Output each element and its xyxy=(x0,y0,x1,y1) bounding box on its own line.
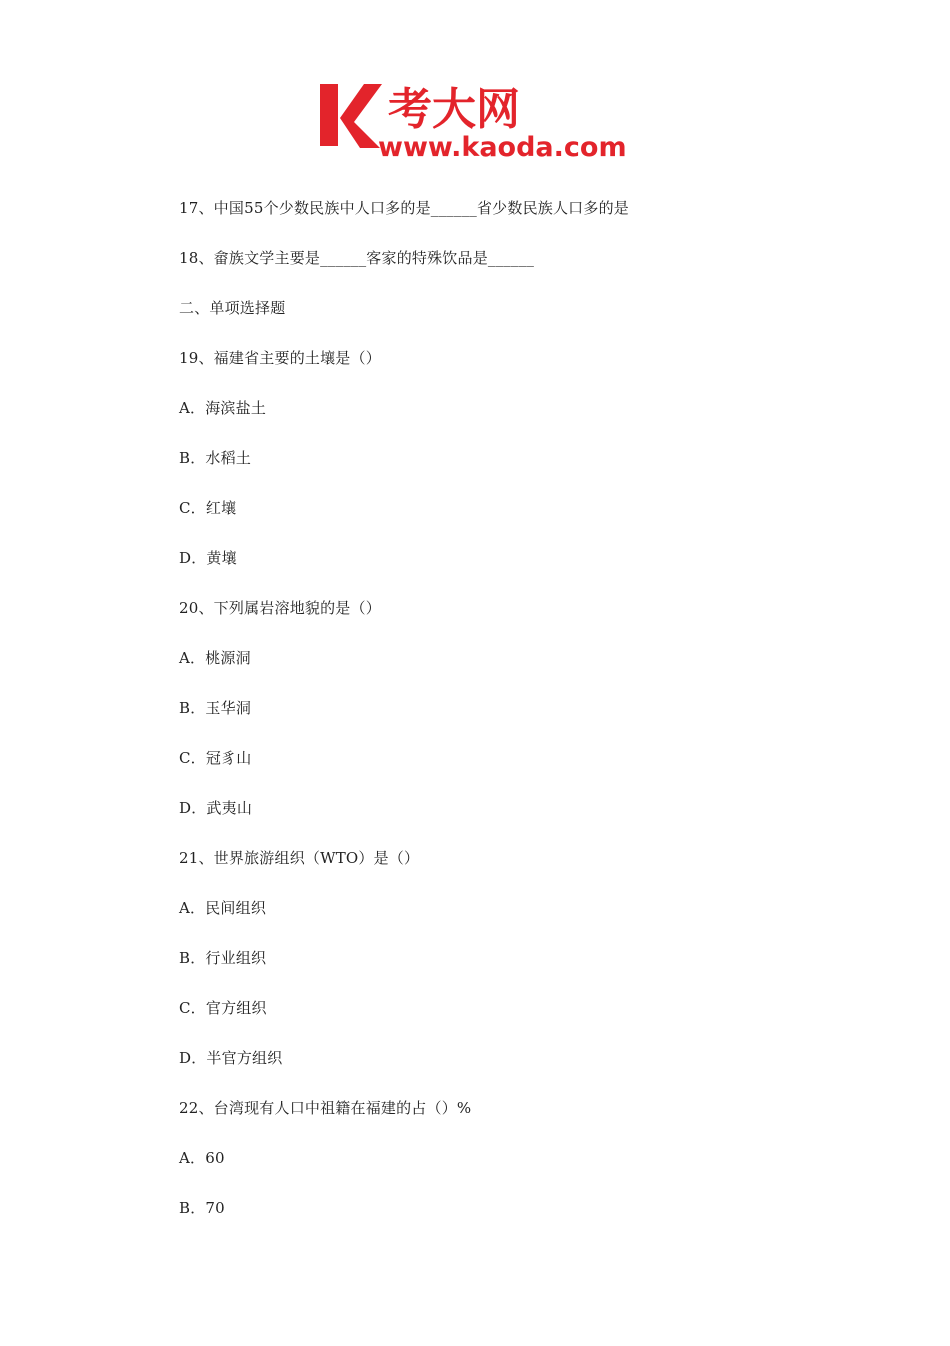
option-20-b: B．玉华洞 xyxy=(179,699,252,717)
option-19-b: B．水稻土 xyxy=(179,449,252,467)
option-21-b: B．行业组织 xyxy=(179,949,267,967)
option-22-a: A．60 xyxy=(179,1149,225,1167)
logo-k-arm xyxy=(340,84,382,148)
question-22: 22、台湾现有人口中祖籍在福建的占（）% xyxy=(179,1099,472,1117)
option-21-c: C．官方组织 xyxy=(179,999,267,1017)
section-heading: 二、单项选择题 xyxy=(179,299,286,317)
logo-url-text: www.kaoda.com xyxy=(378,132,627,160)
option-20-a: A．桃源洞 xyxy=(179,649,251,667)
option-19-d: D．黄壤 xyxy=(179,549,237,567)
option-21-d: D．半官方组织 xyxy=(179,1049,283,1067)
option-20-d: D．武夷山 xyxy=(179,799,253,817)
option-22-b: B．70 xyxy=(179,1199,225,1217)
option-20-c: C．冠豸山 xyxy=(179,749,252,767)
logo-k-stem xyxy=(320,84,338,146)
question-20: 20、下列属岩溶地貌的是（） xyxy=(179,599,381,617)
option-21-a: A．民间组织 xyxy=(179,899,267,917)
question-19: 19、福建省主要的土壤是（） xyxy=(179,349,381,367)
option-19-a: A．海滨盐土 xyxy=(179,399,267,417)
question-17: 17、中国55个少数民族中人口多的是______省少数民族人口多的是 xyxy=(179,199,629,217)
question-21: 21、世界旅游组织（WTO）是（） xyxy=(179,849,420,867)
question-18: 18、畲族文学主要是______客家的特殊饮品是______ xyxy=(179,249,535,267)
kaoda-logo-graphic xyxy=(318,76,640,160)
option-19-c: C．红壤 xyxy=(179,499,237,517)
logo-cn-text: 考大网 xyxy=(388,84,520,135)
kaoda-logo xyxy=(318,76,640,160)
